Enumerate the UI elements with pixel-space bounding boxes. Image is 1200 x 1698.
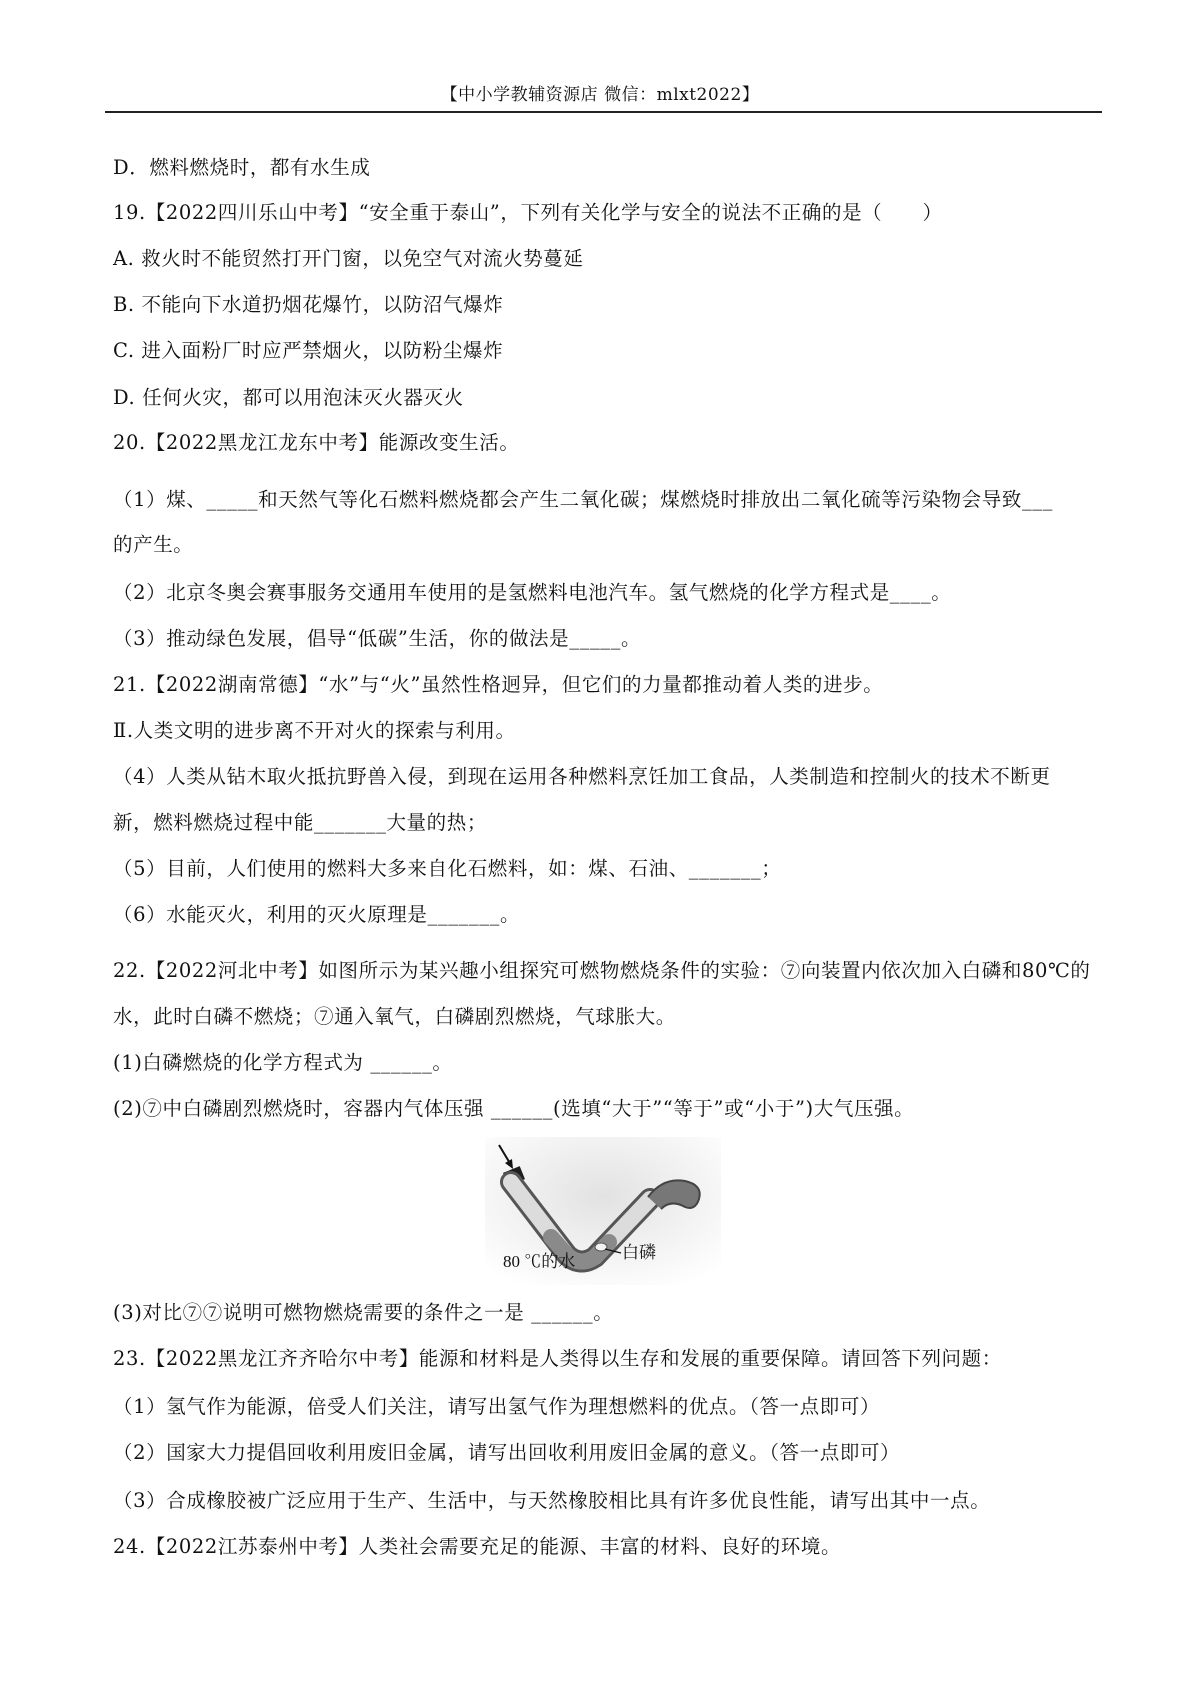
question-23-part1: （1）氢气作为能源，倍受人们关注，请写出氢气作为理想燃料的优点。（答一点即可） xyxy=(113,1395,881,1418)
question-20-part2: （2）北京冬奥会赛事服务交通用车使用的是氢燃料电池汽车。氢气燃烧的化学方程式是____。 xyxy=(113,581,952,604)
question-22: 22.【2022河北中考】如图所示为某兴趣小组探究可燃物燃烧条件的实验：⑦向装置内依次加入白磷和80℃的 xyxy=(113,959,1091,982)
question-21: 21.【2022湖南常德】“水”与“火”虽然性格迥异，但它们的力量都推动着人类的进步。 xyxy=(113,673,884,696)
option-19d: D. 任何火灾，都可以用泡沫灭火器灭火 xyxy=(113,386,464,409)
label-hot-water: 80 ℃的水 xyxy=(503,1252,576,1271)
experiment-figure xyxy=(485,1137,721,1285)
question-22-part1: (1)白磷燃烧的化学方程式为 ______。 xyxy=(113,1051,453,1074)
question-23-part2: （2）国家大力提倡回收利用废旧金属，请写出回收利用废旧金属的意义。（答一点即可） xyxy=(113,1441,901,1464)
question-21-section: Ⅱ.人类文明的进步离不开对火的探索与利用。 xyxy=(113,719,516,742)
question-21-part5: （5）目前，人们使用的燃料大多来自化石燃料，如：煤、石油、_______； xyxy=(113,857,782,880)
page-header: 【中小学教辅资源店 微信：mlxt2022】 xyxy=(440,85,760,105)
header-rule xyxy=(105,111,1102,113)
question-21-part6: （6）水能灭火，利用的灭火原理是_______。 xyxy=(113,903,521,926)
white-phosphorus xyxy=(595,1243,607,1251)
question-24: 24.【2022江苏泰州中考】人类社会需要充足的能源、丰富的材料、良好的环境。 xyxy=(113,1535,842,1558)
question-20-part3: （3）推动绿色发展，倡导“低碳”生活，你的做法是_____。 xyxy=(113,627,642,650)
question-20-part1: （1）煤、_____和天然气等化石燃料燃烧都会产生二氧化碳；煤燃烧时排放出二氧化硫等污染物会导致___ xyxy=(113,488,1054,511)
question-21-part4: （4）人类从钻木取火抵抗野兽入侵，到现在运用各种燃料烹饪加工食品，人类制造和控制火的技术不断更 xyxy=(113,765,1051,788)
option-19b: B. 不能向下水道扔烟花爆竹，以防沼气爆炸 xyxy=(113,293,504,316)
question-22-cont: 水，此时白磷不燃烧；⑦通入氧气，白磷剧烈燃烧，气球胀大。 xyxy=(113,1005,676,1028)
option-18d: D．燃料燃烧时，都有水生成 xyxy=(113,156,371,179)
option-19a: A. 救火时不能贸然打开门窗，以免空气对流火势蔓延 xyxy=(113,247,584,270)
question-20: 20.【2022黑龙江龙东中考】能源改变生活。 xyxy=(113,431,520,454)
question-23-part3: （3）合成橡胶被广泛应用于生产、生活中，与天然橡胶相比具有许多优良性能，请写出其中一点。 xyxy=(113,1489,991,1512)
label-white-phosphorus: 白磷 xyxy=(622,1243,656,1262)
question-23: 23.【2022黑龙江齐齐哈尔中考】能源和材料是人类得以生存和发展的重要保障。请回答下列问题： xyxy=(113,1347,1002,1370)
question-21-part4-cont: 新，燃料燃烧过程中能_______大量的热； xyxy=(113,811,487,834)
question-20-part1-cont: 的产生。 xyxy=(113,533,194,556)
question-19: 19.【2022四川乐山中考】“安全重于泰山”，下列有关化学与安全的说法不正确的是（ ） xyxy=(113,201,943,224)
question-22-part3: (3)对比⑦⑦说明可燃物燃烧需要的条件之一是 ______。 xyxy=(113,1301,614,1324)
option-19c: C. 进入面粉厂时应严禁烟火，以防粉尘爆炸 xyxy=(113,339,504,362)
question-22-part2: (2)⑦中白磷剧烈燃烧时，容器内气体压强 ______(选填“大于”“等于”或“小于”)大气压强。 xyxy=(113,1097,915,1120)
